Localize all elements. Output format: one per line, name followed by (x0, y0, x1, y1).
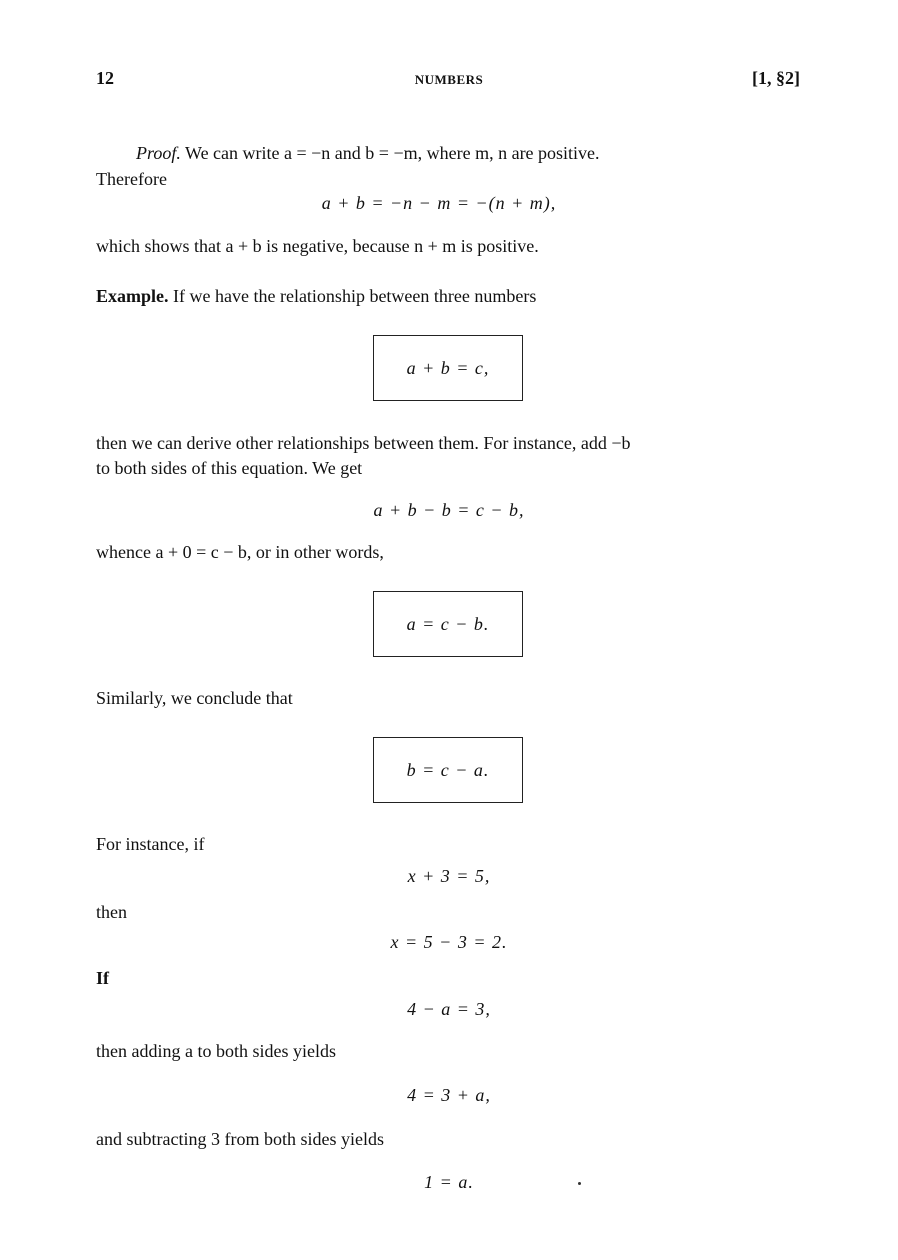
equation-sum: a + b = −n − m = −(n + m), (321, 193, 557, 213)
proof-label: Proof. (136, 143, 181, 163)
therefore-text: Therefore (96, 169, 167, 189)
then-text: then (96, 902, 127, 922)
boxed-equation-1 (373, 335, 523, 401)
for-instance-text: For instance, if (96, 834, 205, 854)
boxed-equation-2 (373, 591, 523, 657)
section-reference: [1, §2] (752, 68, 800, 88)
boxed-equation-2-text: a = c − b. (406, 613, 490, 634)
equation-a3: 1 = a. (424, 1172, 474, 1192)
proof-text: We can write a = −n and b = −m, where m, n are positive. (180, 143, 600, 163)
speck-mark (578, 1182, 581, 1185)
running-title: NUMBERS (414, 72, 484, 87)
equation-a2: 4 = 3 + a, (407, 1085, 491, 1105)
example-paragraph (96, 286, 536, 307)
then-adding-text: then adding a to both sides yields (96, 1041, 336, 1061)
if-text: If (96, 968, 109, 988)
similarly-text: Similarly, we conclude that (96, 688, 293, 708)
derive-line-2: to both sides of this equation. We get (96, 458, 363, 478)
example-label: Example. (96, 286, 169, 306)
derive-line-1: then we can derive other relationships between them. For instance, add −b (96, 433, 631, 453)
equation-a1: 4 − a = 3, (407, 999, 491, 1019)
equation-x2: x = 5 − 3 = 2. (390, 932, 508, 952)
boxed-equation-1-text: a + b = c, (406, 357, 490, 378)
page-number: 12 (96, 68, 114, 88)
subtracting-text: and subtracting 3 from both sides yields (96, 1129, 384, 1149)
boxed-equation-3-text: b = c − a. (406, 759, 490, 780)
equation-add: a + b − b = c − b, (373, 500, 525, 520)
boxed-equation-3 (373, 737, 523, 803)
whence-text: whence a + 0 = c − b, or in other words, (96, 542, 384, 562)
proof-paragraph (136, 143, 600, 164)
negative-explanation: which shows that a + b is negative, because n + m is positive. (96, 236, 539, 256)
example-text: If we have the relationship between three numbers (168, 286, 537, 306)
equation-x1: x + 3 = 5, (407, 866, 491, 886)
